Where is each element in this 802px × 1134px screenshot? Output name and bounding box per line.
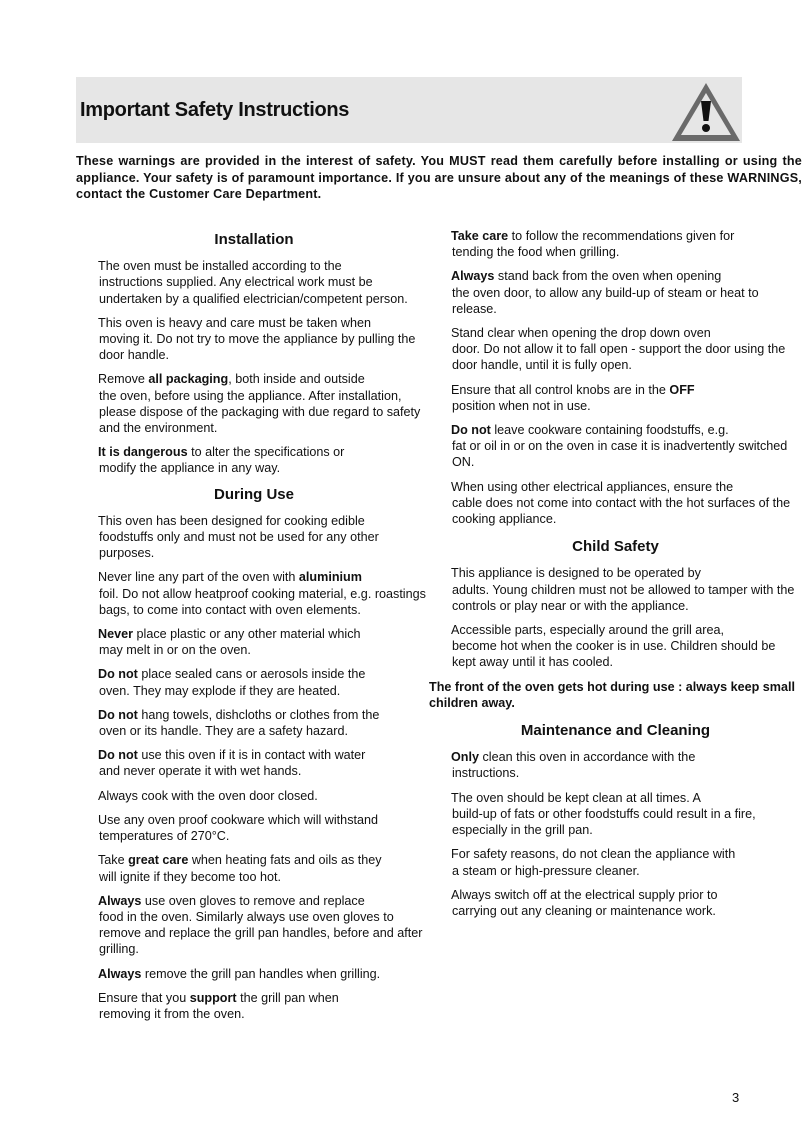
list-item-first-line — [429, 565, 802, 581]
item-text: For safety reasons, do not clean the appliance with — [451, 847, 736, 862]
emphasis-text: Do not — [98, 667, 138, 682]
list-item-first-line — [76, 371, 432, 387]
list-item — [76, 315, 432, 364]
item-text: Remove — [98, 372, 149, 387]
emphasis-text: aluminium — [298, 570, 362, 585]
list-item-first-line — [76, 990, 432, 1006]
list-item-continuation: position when not in use. — [452, 398, 591, 413]
list-item-continuation: temperatures of 270°C. — [99, 829, 230, 844]
right-column — [429, 228, 802, 927]
list-item — [76, 626, 432, 658]
item-text: Always switch off at the electrical supply prior to — [451, 887, 718, 902]
item-text: to alter the specifications or — [187, 445, 345, 460]
intro-warning: These warnings are provided in the interest of safety. You MUST read them carefully before installing or using the appliance. Your safety is of paramount importance. If you are unsure about any of the meanings of these WARNINGS, contact the Customer Care Department. — [76, 154, 802, 201]
list-item-continuation: the oven door, to allow any build-up of steam or heat to release. — [452, 285, 759, 316]
list-item-continuation: cable does not come into contact with the hot surfaces of the cooking appliance. — [452, 495, 791, 527]
list-item-first-line — [76, 747, 432, 763]
emphasis-text: Do not — [98, 748, 138, 763]
list-item-continuation: oven or its handle. They are a safety hazard. — [99, 724, 348, 739]
list-item-first-line — [429, 325, 802, 341]
emphasis-text: Do not — [98, 707, 138, 722]
list-item-first-line — [429, 846, 802, 862]
item-text: place sealed cans or aerosols inside the — [137, 667, 366, 682]
list-item-first-line — [76, 315, 432, 331]
item-text: to follow the recommendations given for — [508, 229, 735, 243]
list-item-continuation: instructions supplied. Any electrical work must be undertaken by a qualified electrician/competent person. — [99, 275, 408, 306]
list-item — [429, 422, 802, 471]
list-item-continuation: the oven, before using the appliance. After installation, please dispose of the packaging with due regard to safety and the environment. — [99, 388, 421, 436]
list-item — [76, 852, 432, 884]
item-text: Ensure that all control knobs are in the — [451, 382, 670, 397]
child-safety-list — [429, 565, 802, 670]
item-text: Never line any part of the oven with — [98, 570, 299, 585]
item-text: Use any oven proof cookware which will withstand — [98, 812, 378, 827]
item-text: use this oven if it is in contact with water — [137, 748, 366, 763]
list-item — [76, 513, 432, 562]
item-text: The oven should be kept clean at all times. A — [451, 790, 701, 805]
list-item — [76, 893, 432, 958]
item-text: when heating fats and oils as they — [188, 853, 382, 868]
emphasis-text: support — [189, 990, 237, 1005]
installation-heading: Installation — [214, 231, 294, 248]
list-item — [429, 268, 802, 317]
list-item-first-line — [429, 790, 802, 806]
item-text: Ensure that you — [98, 990, 190, 1005]
page-title: Important Safety Instructions — [80, 99, 350, 121]
list-item-continuation: carrying out any cleaning or maintenance work. — [452, 903, 716, 918]
list-item — [76, 966, 432, 982]
list-item-continuation: adults. Young children must not be allowed to tamper with the controls or play near or with the appliance. — [452, 582, 795, 613]
item-text: This appliance is designed to be operated by — [451, 566, 701, 581]
emphasis-text: Do not — [451, 423, 491, 438]
list-item-first-line — [429, 228, 802, 244]
emphasis-text: It is dangerous — [98, 445, 188, 460]
list-item-first-line — [429, 622, 802, 638]
item-text: remove the grill pan handles when grilling. — [141, 966, 381, 981]
maintenance-heading: Maintenance and Cleaning — [520, 722, 711, 740]
installation-list — [76, 258, 432, 476]
list-item-continuation: removing it from the oven. — [99, 1006, 245, 1021]
list-item — [76, 258, 432, 307]
emphasis-text: all packaging — [148, 372, 229, 387]
list-item — [429, 565, 802, 614]
item-text: The oven must be installed according to the — [98, 259, 342, 274]
list-item-continuation: and never operate it with wet hands. — [99, 764, 302, 779]
list-item-first-line — [76, 444, 432, 460]
list-item-continuation: oven. They may explode if they are heated. — [99, 683, 341, 698]
list-item-continuation: foodstuffs only and must not be used for any other purposes. — [99, 530, 379, 561]
child-safety-heading: Child Safety — [572, 538, 659, 556]
item-text: When using other electrical appliances, ensure the — [451, 479, 734, 494]
list-item-continuation: food in the oven. Similarly always use oven gloves to remove and replace the grill pan handles, before and after grilling. — [99, 909, 423, 957]
list-item-first-line — [76, 707, 432, 723]
item-text: clean this oven in accordance with the — [479, 750, 696, 765]
list-item — [76, 788, 432, 804]
list-item — [429, 382, 802, 414]
emphasis-text: great care — [128, 853, 189, 868]
list-item — [429, 479, 802, 528]
list-item-continuation: a steam or high-pressure cleaner. — [452, 863, 640, 878]
warning-triangle-icon — [670, 79, 742, 143]
item-text: Stand clear when opening the drop down oven — [451, 326, 711, 341]
list-item-first-line — [429, 268, 802, 284]
list-item-continuation: become hot when the cooker is in use. Children should be kept away until it has cooled. — [452, 639, 776, 670]
item-text: the grill pan when — [236, 990, 339, 1005]
list-item — [76, 747, 432, 779]
during-use-heading: During Use — [213, 485, 294, 503]
left-column — [76, 228, 432, 1030]
list-item — [429, 325, 802, 374]
item-text: Take — [98, 853, 129, 868]
list-item-first-line — [76, 966, 432, 982]
item-text: place plastic or any other material which — [133, 627, 361, 642]
list-item — [76, 666, 432, 698]
list-item-first-line — [76, 852, 432, 868]
item-text: hang towels, dishcloths or clothes from the — [137, 707, 380, 722]
item-text: use oven gloves to remove and replace — [141, 893, 365, 908]
list-item — [429, 228, 802, 260]
item-text: Always cook with the oven door closed. — [98, 788, 318, 803]
emphasis-text: Always — [98, 893, 142, 908]
list-item-first-line — [76, 812, 432, 828]
list-item-continuation: tending the food when grilling. — [452, 245, 620, 260]
emphasis-text: Always — [98, 966, 142, 981]
list-item-first-line — [76, 513, 432, 529]
list-item-first-line — [76, 626, 432, 642]
emphasis-text: Take care — [451, 229, 509, 243]
page-number: 3 — [732, 1090, 740, 1105]
list-item-first-line — [429, 479, 802, 495]
emphasis-text: OFF — [669, 382, 695, 397]
list-item-first-line — [429, 382, 802, 398]
page-header — [76, 77, 742, 143]
list-item-continuation: will ignite if they become too hot. — [99, 869, 282, 884]
list-item-continuation: foil. Do not allow heatproof cooking material, e.g. roastings bags, to come into contact with oven elements. — [99, 586, 426, 617]
emphasis-text: Always — [451, 269, 495, 284]
list-item-continuation: door. Do not allow it to fall open - support the door using the door handle, until it is fully open. — [452, 342, 786, 373]
emphasis-text: Never — [98, 627, 134, 642]
list-item-first-line — [429, 887, 802, 903]
list-item — [76, 371, 432, 436]
list-item-first-line — [429, 749, 802, 765]
list-item-continuation: build-up of fats or other foodstuffs could result in a fire, especially in the grill pan. — [452, 806, 756, 838]
item-text: This oven has been designed for cooking edible — [98, 513, 365, 528]
list-item — [76, 569, 432, 618]
list-item-first-line — [76, 893, 432, 909]
during-use-list-continued — [429, 228, 802, 527]
list-item-continuation: fat or oil in or on the oven in case it is inadvertently switched ON. — [452, 439, 788, 470]
item-text: stand back from the oven when opening — [494, 269, 722, 284]
list-item — [429, 622, 802, 671]
list-item — [76, 812, 432, 844]
list-item-continuation: may melt in or on the oven. — [99, 643, 251, 658]
list-item — [76, 707, 432, 739]
item-text: This oven is heavy and care must be taken when — [98, 315, 372, 330]
list-item — [429, 846, 802, 878]
list-item-first-line — [76, 258, 432, 274]
list-item-first-line — [429, 422, 802, 438]
item-text: , both inside and outside — [228, 372, 365, 387]
list-item-first-line — [76, 666, 432, 682]
item-text: Accessible parts, especially around the grill area, — [451, 623, 725, 638]
list-item-first-line — [76, 569, 432, 585]
maintenance-list — [429, 749, 802, 919]
list-item — [76, 444, 432, 476]
list-item-first-line — [76, 788, 432, 804]
list-item-continuation: instructions. — [452, 766, 520, 781]
list-item — [429, 887, 802, 919]
list-item — [429, 790, 802, 839]
during-use-list — [76, 513, 432, 1022]
list-item-continuation: moving it. Do not try to move the appliance by pulling the door handle. — [99, 332, 416, 363]
emphasis-text: Only — [451, 750, 479, 765]
list-item — [76, 990, 432, 1022]
item-text: leave cookware containing foodstuffs, e.g. — [490, 423, 729, 438]
list-item — [429, 749, 802, 781]
child-safety-note: The front of the oven gets hot during use : always keep small children away. — [429, 679, 795, 710]
list-item-continuation: modify the appliance in any way. — [99, 461, 281, 476]
